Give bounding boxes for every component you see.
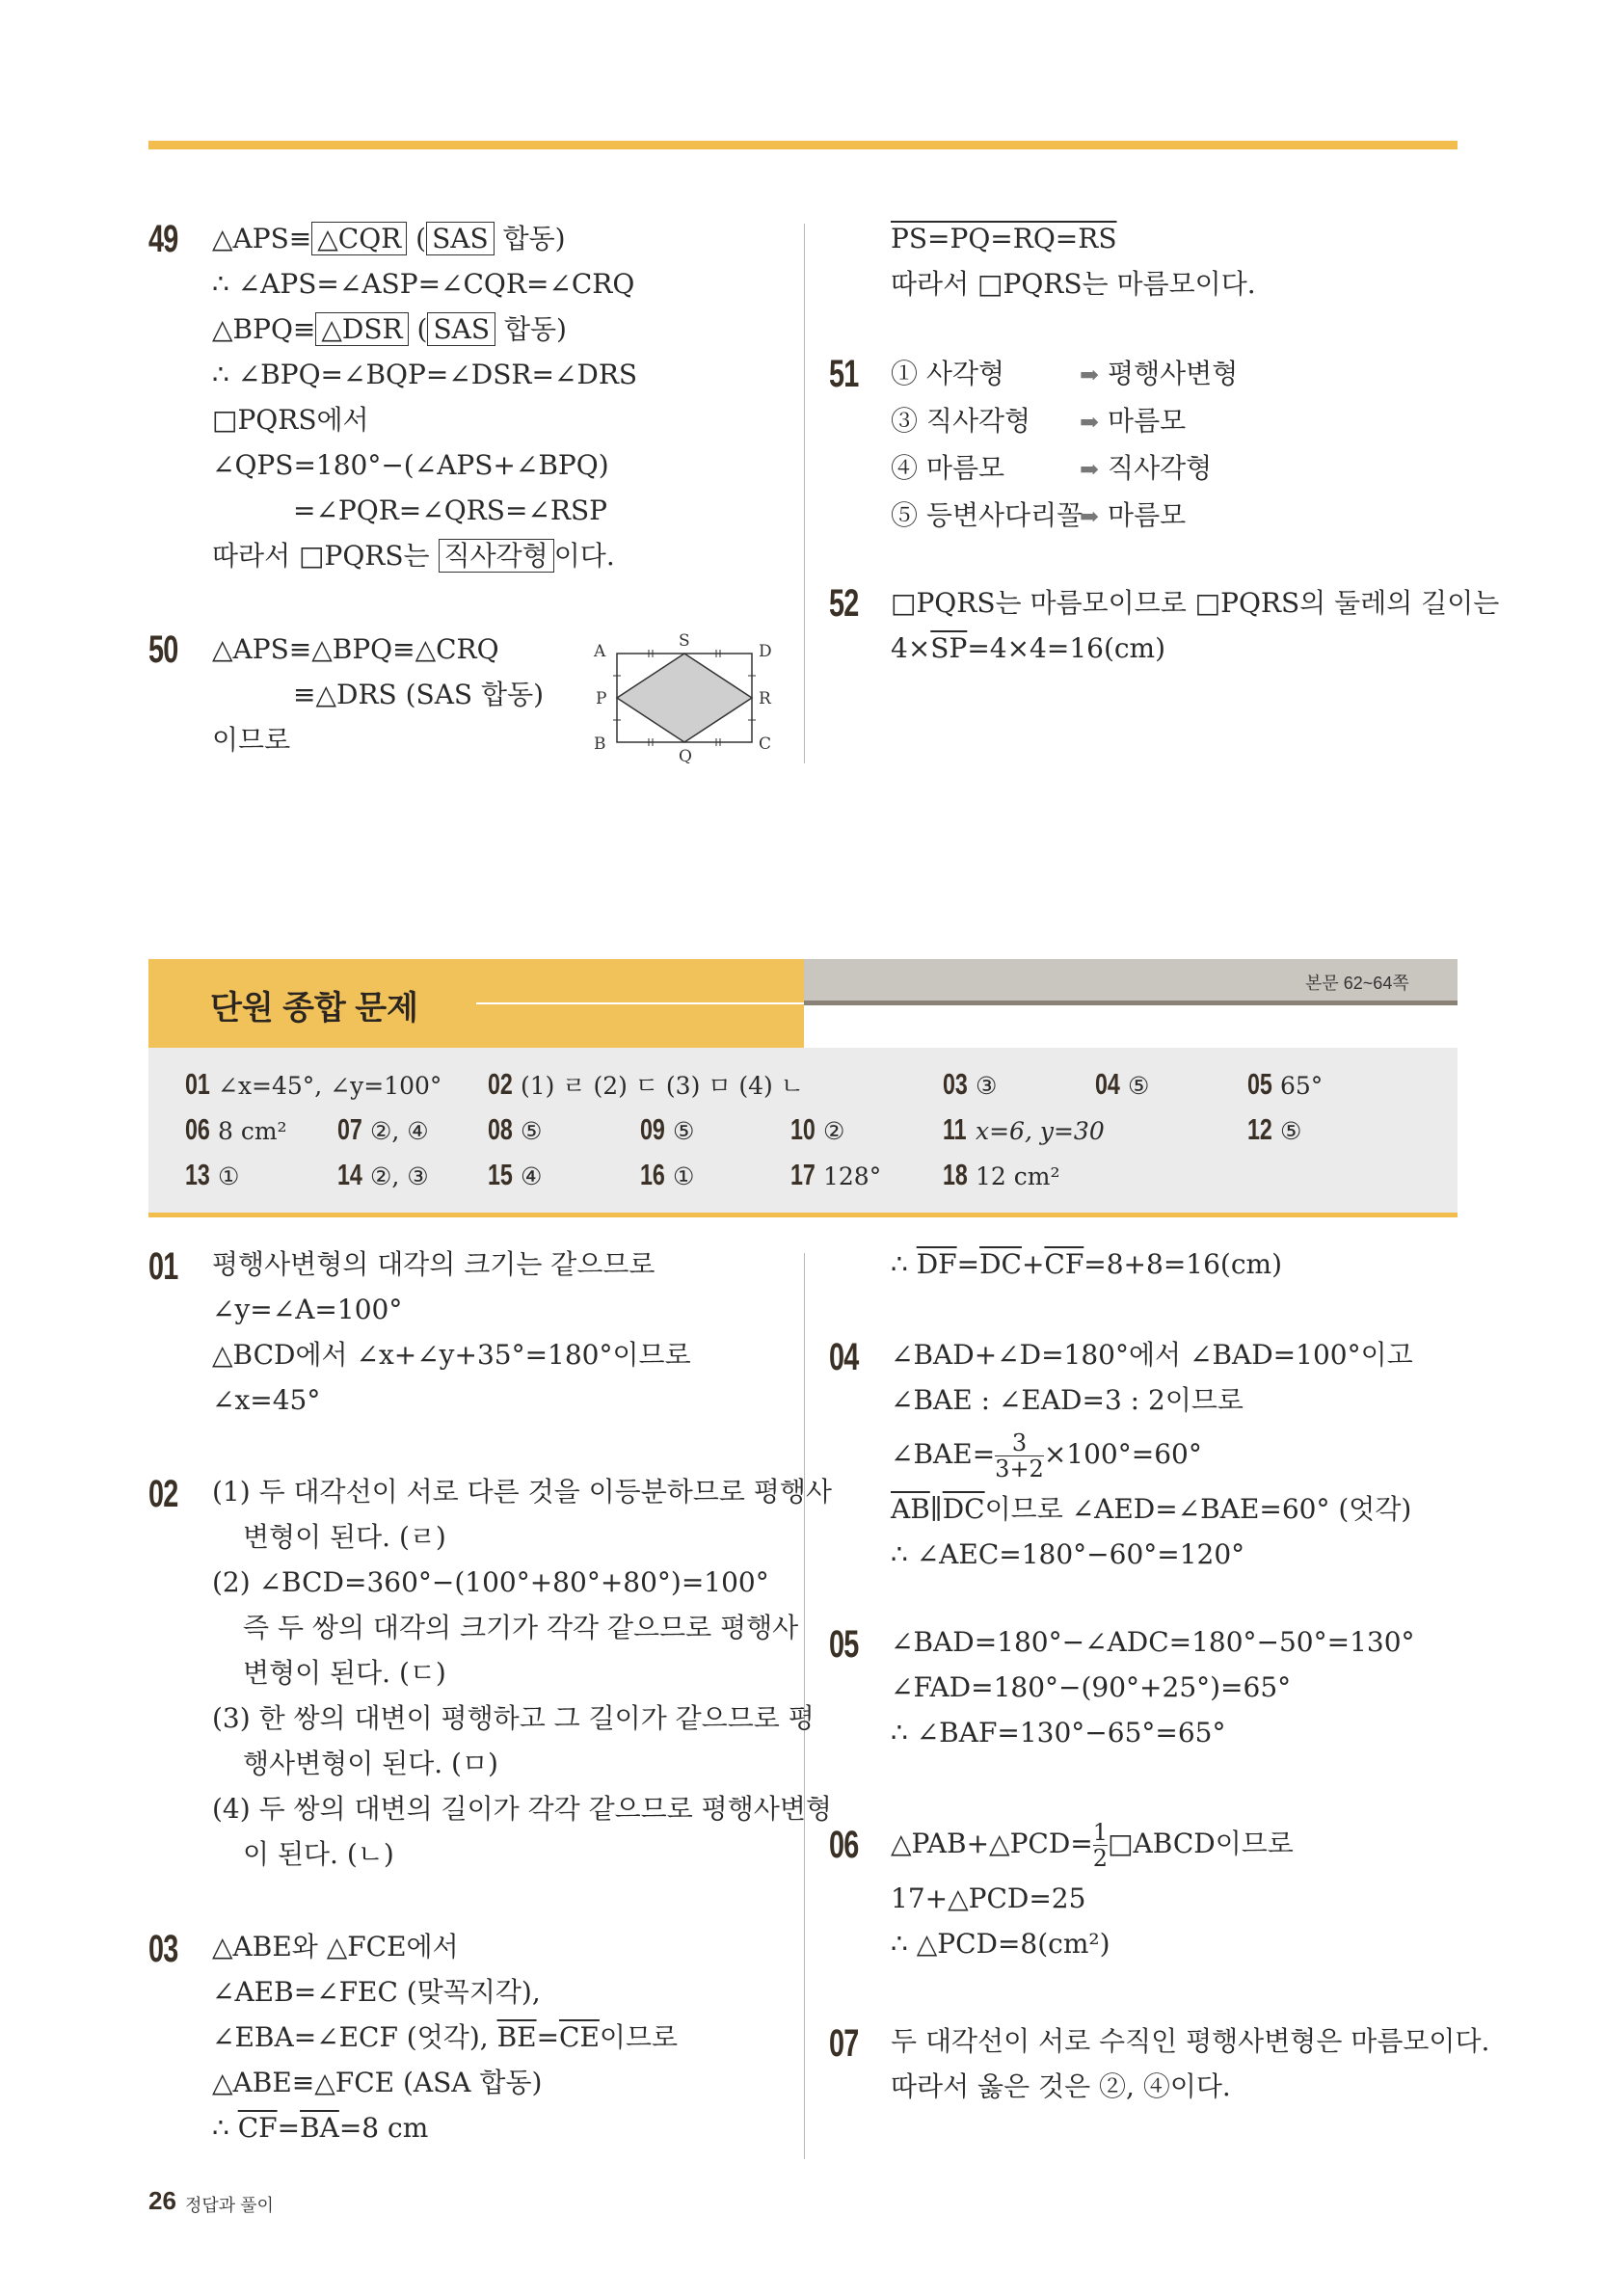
segment: $\overline{AB}$ xyxy=(891,1493,930,1525)
text: ∴ xyxy=(212,2112,238,2144)
problem-number-07: 07 xyxy=(829,2022,859,2065)
solution-02 xyxy=(212,1469,832,1877)
problem-number-51: 51 xyxy=(829,353,859,395)
answer-value: 12 cm² xyxy=(976,1162,1060,1190)
problem-number-02: 02 xyxy=(148,1473,178,1515)
solution-02-line8: (4) 두 쌍의 대변의 길이가 각각 같으므로 평행사변형 xyxy=(212,1793,832,1825)
solution-07 xyxy=(891,2018,1489,2109)
solution-04-line2: ∠BAE : ∠EAD=3 : 2이므로 xyxy=(891,1384,1244,1416)
answer-value: 65° xyxy=(1280,1072,1324,1100)
solution-06-line1 xyxy=(891,1812,1294,1876)
solution-06-line3: ∴ △PCD=8(cm²) xyxy=(891,1928,1110,1960)
solution-51-row xyxy=(891,445,1238,493)
solution-50-line3: 이므로 xyxy=(212,724,291,756)
numerator: 1 xyxy=(1092,1819,1109,1846)
right-arrow-icon: ➡ xyxy=(1080,503,1100,530)
solution-49-line6: ∠QPS=180°−(∠APS+∠BPQ) xyxy=(212,449,609,481)
denominator: 2 xyxy=(1092,1845,1109,1872)
fraction xyxy=(1093,1820,1108,1871)
answer-number: 15 xyxy=(488,1158,513,1191)
answer-number: 01 xyxy=(185,1067,210,1101)
text: □ABCD이므로 xyxy=(1108,1828,1294,1859)
answer-item xyxy=(790,1112,844,1147)
solution-49-line7: =∠PQR=∠QRS=∠RSP xyxy=(293,494,607,526)
solution-52-line2 xyxy=(891,626,1499,671)
answer-item xyxy=(185,1067,441,1102)
label-Q: Q xyxy=(679,747,692,763)
solution-04-line1: ∠BAD+∠D=180°에서 ∠BAD=100°이고 xyxy=(891,1339,1413,1371)
solution-01-line1: 평행사변형의 대각의 크기는 같으므로 xyxy=(212,1248,655,1280)
problem-number-52: 52 xyxy=(829,582,859,625)
answer-value: ⑤ xyxy=(673,1117,695,1145)
text: =8+8=16(cm) xyxy=(1083,1248,1283,1280)
solution-03-continued xyxy=(891,1241,1282,1287)
shape-from: ③ 직사각형 xyxy=(891,405,1031,437)
shape-to: 마름모 xyxy=(1108,499,1187,531)
answer-value: ③ xyxy=(976,1072,998,1100)
right-arrow-icon: ➡ xyxy=(1080,361,1100,388)
solution-01-line3: △BCD에서 ∠x+∠y+35°=180°이므로 xyxy=(212,1339,691,1371)
shape-to: 평행사변형 xyxy=(1108,358,1239,389)
answer-value: ⑤ xyxy=(521,1117,543,1145)
text: 합동) xyxy=(495,313,567,345)
solution-50 xyxy=(212,627,544,762)
answer-value: ②, ③ xyxy=(370,1162,429,1190)
answer-item xyxy=(943,1158,1060,1192)
solution-50-line1: △APS≡△BPQ≡△CRQ xyxy=(212,633,499,665)
text: ∥ xyxy=(929,1493,943,1525)
solution-49-line1 xyxy=(212,216,637,261)
solution-05-line2: ∠FAD=180°−(90°+25°)=65° xyxy=(891,1671,1292,1703)
solution-01-line4: ∠x=45° xyxy=(212,1384,321,1416)
answer-number: 09 xyxy=(640,1112,665,1146)
answer-number: 11 xyxy=(943,1112,967,1146)
answer-box: 직사각형 xyxy=(439,539,554,573)
answer-value: ④ xyxy=(521,1162,543,1190)
solution-50-line2: ≡△DRS (SAS 합동) xyxy=(293,679,545,710)
text: 이다. xyxy=(553,540,615,572)
answer-item xyxy=(1247,1112,1301,1147)
solution-06 xyxy=(891,1812,1294,1966)
solution-05-line1: ∠BAD=180°−∠ADC=180°−50°=130° xyxy=(891,1626,1415,1658)
solution-04-line3 xyxy=(891,1423,1413,1486)
answer-number: 06 xyxy=(185,1112,210,1146)
solution-04-line4 xyxy=(891,1486,1413,1532)
answer-item xyxy=(185,1112,287,1147)
solution-49-line5: □PQRS에서 xyxy=(212,404,369,436)
answer-value: ⑤ xyxy=(1128,1072,1150,1100)
text: 이므로 ∠AED=∠BAE=60° (엇각) xyxy=(984,1493,1412,1525)
problem-number-04: 04 xyxy=(829,1336,859,1378)
text: =8 cm xyxy=(338,2112,429,2144)
answer-value: ① xyxy=(673,1162,695,1190)
solution-51 xyxy=(891,351,1238,540)
answer-value: ∠x=45°, ∠y=100° xyxy=(218,1072,442,1100)
solution-06-line2: 17+△PCD=25 xyxy=(891,1882,1086,1914)
rhombus-figure xyxy=(588,627,781,763)
answer-item xyxy=(185,1158,239,1192)
text: ∠EBA=∠ECF (엇각), xyxy=(212,2021,497,2053)
solution-49-line8 xyxy=(212,533,637,578)
answer-item xyxy=(1095,1067,1149,1102)
text: △BPQ≡ xyxy=(212,313,316,345)
solution-50-cont-line1: PS=PQ=RQ=RS xyxy=(891,223,1117,254)
answer-number: 03 xyxy=(943,1067,968,1101)
text: = xyxy=(277,2112,301,2144)
shape-to: 직사각형 xyxy=(1108,452,1213,484)
solution-49-line3 xyxy=(212,307,637,352)
solution-01 xyxy=(212,1241,691,1423)
solution-04 xyxy=(891,1332,1413,1577)
answer-item xyxy=(640,1112,694,1147)
answer-box: △DSR xyxy=(315,312,408,346)
solution-52 xyxy=(891,580,1499,671)
shape-to: 마름모 xyxy=(1108,405,1187,437)
text: △PAB+△PCD= xyxy=(891,1828,1093,1859)
answer-item xyxy=(337,1112,429,1147)
footer-label: 정답과 풀이 xyxy=(185,2196,274,2215)
segment: $\overline{SP}$ xyxy=(930,632,968,664)
right-arrow-icon: ➡ xyxy=(1080,409,1100,436)
problem-number-01: 01 xyxy=(148,1245,178,1288)
solution-07-line2: 따라서 옳은 것은 ②, ④이다. xyxy=(891,2070,1231,2102)
solution-49-line4: ∴ ∠BPQ=∠BQP=∠DSR=∠DRS xyxy=(212,359,638,390)
answer-value: (1) ㄹ (2) ㄷ (3) ㅁ (4) ㄴ xyxy=(521,1072,804,1100)
text: 따라서 □PQRS는 xyxy=(212,540,439,572)
answer-number: 05 xyxy=(1247,1067,1272,1101)
text: △APS≡ xyxy=(212,223,312,254)
text: ( xyxy=(408,313,428,345)
answer-value: ⑤ xyxy=(1280,1117,1302,1145)
section-page-ref: 본문 62~64쪽 xyxy=(1305,974,1409,993)
segment: $\overline{BA}$ xyxy=(300,2112,339,2144)
text: 이므로 xyxy=(599,2021,679,2053)
solution-02-line7: 행사변형이 된다. (ㅁ) xyxy=(243,1748,498,1779)
inner-rhombus xyxy=(617,654,752,742)
answer-number: 18 xyxy=(943,1158,968,1191)
answer-number: 02 xyxy=(488,1067,513,1101)
solution-52-line1: □PQRS는 마름모이므로 □PQRS의 둘레의 길이는 xyxy=(891,587,1500,619)
section-header-bar xyxy=(804,1001,1458,1005)
solution-02-line1: (1) 두 대각선이 서로 다른 것을 이등분하므로 평행사 xyxy=(212,1476,832,1508)
label-S: S xyxy=(679,631,690,651)
right-arrow-icon: ➡ xyxy=(1080,456,1100,483)
fraction xyxy=(995,1430,1044,1482)
label-B: B xyxy=(594,734,606,754)
solution-49-line2: ∴ ∠APS=∠ASP=∠CQR=∠CRQ xyxy=(212,268,635,300)
answer-box: SAS xyxy=(426,222,495,255)
answer-item xyxy=(337,1158,429,1192)
solution-03-line2: ∠AEB=∠FEC (맞꼭지각), xyxy=(212,1976,541,2008)
label-D: D xyxy=(759,642,772,661)
answer-number: 17 xyxy=(790,1158,816,1191)
shape-from: ① 사각형 xyxy=(891,358,1005,389)
solution-05 xyxy=(891,1619,1415,1755)
answer-item xyxy=(1247,1067,1323,1102)
answer-box: SAS xyxy=(427,312,495,346)
answer-value: x=6, y=30 xyxy=(976,1117,1105,1145)
solution-03-cont-line1 xyxy=(891,1241,1282,1287)
shape-from: ⑤ 등변사다리꼴 xyxy=(891,499,1083,531)
problem-number-49: 49 xyxy=(148,218,178,260)
solution-02-line5: 변형이 된다. (ㄷ) xyxy=(243,1657,446,1689)
solution-49 xyxy=(212,216,637,578)
answer-item xyxy=(790,1158,881,1192)
answer-item xyxy=(488,1067,804,1102)
answer-value: 8 cm² xyxy=(218,1117,287,1145)
solution-03-line3 xyxy=(212,2015,678,2060)
section-title-rule xyxy=(476,1002,804,1004)
solution-03-line5 xyxy=(212,2105,678,2150)
problem-number-50: 50 xyxy=(148,628,178,671)
text: 합동) xyxy=(494,223,566,254)
segment: $\overline{CF}$ xyxy=(1044,1248,1084,1280)
solution-07-line1: 두 대각선이 서로 수직인 평행사변형은 마름모이다. xyxy=(891,2025,1490,2057)
label-P: P xyxy=(596,689,607,708)
solution-05-line3: ∴ ∠BAF=130°−65°=65° xyxy=(891,1717,1226,1749)
text: = xyxy=(536,2021,560,2053)
problem-number-06: 06 xyxy=(829,1824,859,1866)
text: ( xyxy=(407,223,427,254)
section-title: 단원 종합 문제 xyxy=(210,990,418,1027)
text: + xyxy=(1021,1248,1045,1280)
answer-number: 08 xyxy=(488,1112,513,1146)
solution-51-row xyxy=(891,398,1238,445)
answer-value: ① xyxy=(218,1162,240,1190)
answer-number: 16 xyxy=(640,1158,665,1191)
answer-item xyxy=(943,1067,997,1102)
problem-number-03: 03 xyxy=(148,1928,178,1970)
solution-02-line6: (3) 한 쌍의 대변이 평행하고 그 길이가 같으므로 평 xyxy=(212,1702,815,1734)
segment: $\overline{DC}$ xyxy=(979,1248,1022,1280)
solution-50-cont-line2: 따라서 □PQRS는 마름모이다. xyxy=(891,268,1256,300)
solution-02-line4: 즉 두 쌍의 대각의 크기가 각각 같으므로 평행사 xyxy=(243,1612,799,1643)
answer-value: 128° xyxy=(823,1162,882,1190)
answer-value: ② xyxy=(823,1117,845,1145)
numerator: 3 xyxy=(1011,1429,1028,1456)
segment: $\overline{CF}$ xyxy=(237,2112,278,2144)
answer-item xyxy=(640,1158,694,1192)
text: 4× xyxy=(891,632,931,664)
answer-number: 04 xyxy=(1095,1067,1120,1101)
segment: $\overline{BE}$ xyxy=(496,2021,537,2053)
segment: $\overline{CE}$ xyxy=(559,2021,600,2053)
solution-03-line4: △ABE≡△FCE (ASA 합동) xyxy=(212,2067,543,2098)
answer-value: ②, ④ xyxy=(370,1117,429,1145)
answer-number: 07 xyxy=(337,1112,362,1146)
shape-from: ④ 마름모 xyxy=(891,452,1005,484)
solution-02-line2: 변형이 된다. (ㄹ) xyxy=(243,1521,446,1553)
solution-01-line2: ∠y=∠A=100° xyxy=(212,1294,403,1325)
solution-03-line1: △ABE와 △FCE에서 xyxy=(212,1931,459,1962)
solution-50-continued xyxy=(891,216,1256,307)
denominator: 3+2 xyxy=(995,1455,1044,1482)
solution-02-line9: 이 된다. (ㄴ) xyxy=(243,1838,394,1870)
text: ×100°=60° xyxy=(1043,1438,1202,1470)
label-C: C xyxy=(759,734,772,754)
page-number: 26 xyxy=(148,2186,176,2215)
solution-04-line5: ∴ ∠AEC=180°−60°=120° xyxy=(891,1538,1245,1570)
label-A: A xyxy=(594,642,606,661)
answer-number: 12 xyxy=(1247,1112,1272,1146)
answer-item xyxy=(488,1112,542,1147)
text: =4×4=16(cm) xyxy=(967,632,1166,664)
solution-51-row xyxy=(891,493,1238,540)
answer-summary-rule xyxy=(148,1213,1458,1217)
top-rule xyxy=(148,141,1458,149)
text: ∴ xyxy=(891,1248,917,1280)
solution-51-row xyxy=(891,351,1238,398)
answer-item xyxy=(943,1112,1105,1147)
segment: $\overline{DC}$ xyxy=(942,1493,985,1525)
answer-number: 14 xyxy=(337,1158,362,1191)
segment: $\overline{DF}$ xyxy=(916,1248,957,1280)
text: ∠BAE= xyxy=(891,1438,996,1470)
answer-number: 13 xyxy=(185,1158,210,1191)
solution-02-line3: (2) ∠BCD=360°−(100°+80°+80°)=100° xyxy=(212,1566,769,1598)
column-divider-top xyxy=(804,224,805,763)
text: = xyxy=(956,1248,980,1280)
answer-box: △CQR xyxy=(311,222,407,255)
answer-item xyxy=(488,1158,542,1192)
answer-number: 10 xyxy=(790,1112,816,1146)
problem-number-05: 05 xyxy=(829,1623,859,1666)
solution-03 xyxy=(212,1924,678,2150)
label-R: R xyxy=(759,689,771,708)
